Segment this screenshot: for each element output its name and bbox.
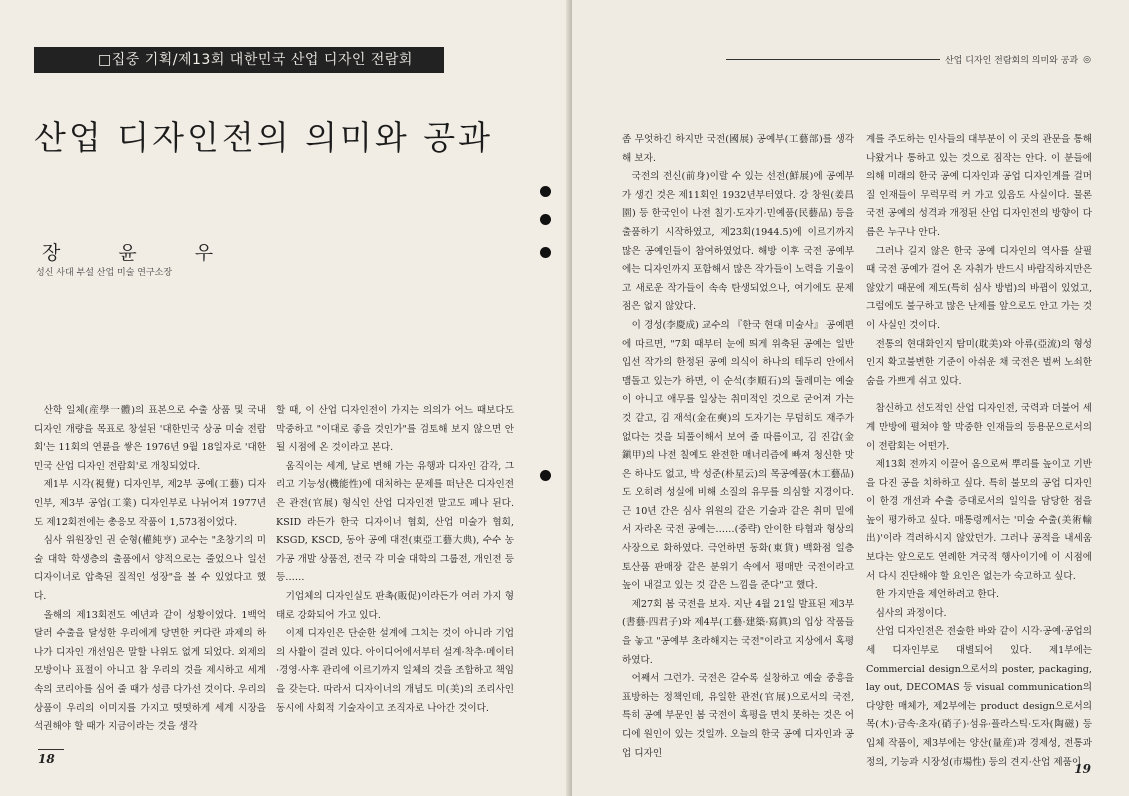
body-column-3 (622, 131, 854, 759)
paragraph: 제1부 시각(視覺) 디자인부, 제2부 공예(工藝) 디자인부, 제3부 공업(工業) 디자인부로 나뉘어져 1977년도 제12회전에는 총응모 작품이 1,573점이었다. (34, 479, 266, 528)
binding-hole (540, 214, 551, 225)
page-number-left: 18 (38, 752, 55, 766)
paragraph: 어째서 그런가. 국전은 갈수록 실창하고 예술 중흥을 표방하는 정책인데, 유일한 관전(官展)으로서의 국전, 특히 공예 부문인 봄 국전이 흑평을 면치 못하는 것은 어디에 원인이 있는 것일까. 오늘의 한국 공예 디자인과 공업 디자인 (622, 673, 854, 759)
paragraph: 참신하고 선도적인 산업 디자인전, 국력과 더불어 세계 만방에 펼쳐야 할 막중한 인재들의 등용문으로서의 이 전람회는 어떤가. (866, 403, 1092, 452)
author-name: 장 윤 우 (42, 242, 240, 264)
page-number-right: 19 (1074, 762, 1091, 776)
paragraph: 제27회 봄 국전을 보자. 지난 4월 21일 발표된 제3부(書藝·四君子)와 제4부(工藝·建築·寫眞)의 입상 작품들을 놓고 "공예부 초라해지는 국전"이라고 지상에서 혹평하였다. (622, 598, 854, 666)
paragraph: 심사 위원장인 권 순형(權純亨) 교수는 "초창기의 미술 대학 학생층의 출품에서 양적으로는 줄었으나 일선 디자이너로 압축된 질적인 성장"을 볼 수 있었다고 했다. (34, 535, 266, 602)
body-column-4 (866, 131, 1092, 768)
paragraph: 올해의 제13회전도 예년과 같이 성황이었다. 1백억 달러 수출을 달성한 우리에게 당면한 커다란 과제의 하나가 디자인 개선임은 말할 나위도 없게 되었다. 외제의 모방이나 표절이 아니고 참 우리의 것을 제시하고 세계 속의 코리아를 심어 줄 때가 성큼 다가선 것이다. 우리의 상품이 우리의 이미지를 가지고 떳떳하게 세계 시장을 석권해야 할 때가 지금이라는 것을 생각 (34, 609, 266, 733)
binding-hole (540, 470, 551, 481)
binding-hole (540, 186, 551, 197)
paragraph: 한 가지만을 제언하려고 한다. (875, 589, 1000, 601)
paragraph: 그러나 길지 않은 한국 공예 디자인의 역사를 살필 때 국전 공예가 걸어 온 자취가 반드시 바람직하지만은 않았기 때문에 제도(특히 심사 방법)의 바뀜이 있었고, 그럼에도 불구하고 많은 난제를 앞으로도 안고 가는 것이 사실인 것이다. (866, 245, 1092, 331)
paragraph: 제13회 전까지 이끌어 옴으로써 뿌리를 높이고 기반을 다진 공을 치하하고 싶다. 특히 불모의 공업 디자인이 한경 개선과 수출 증대로서의 일익을 담당한 점을 높이 평가하고 싶다. 매통령께서는 '미술 수출(美術輸出)'이라 격려하시지 않았던가. 그러나 공적을 내세움보다는 앞으로도 연례한 겨국적 행사이기에 이 시점에서 다시 진단해야 할 요인은 없는가 숙고하고 싶다. (866, 459, 1092, 582)
paragraph: 국전의 전신(前身)이랄 수 있는 선전(鮮展)에 공예부가 생긴 것은 제11회인 1932년부터였다. 강 창원(姜昌園) 등 한국인이 나전 칠기·도자기·민예품(民藝品) 등을 출품하기 시작하였고, 제23회(1944.5)에 이르기까지 많은 공예인들이 참여하였었다. 해방 이후 국전 공예부에는 디자인까지 포함해서 많은 작가들이 노력을 기울이고 새로운 작가들이 속속 탄생되었으나, 여기에도 문제점은 없지 않았다. (622, 171, 854, 313)
ornament-icon: ◎ (1083, 54, 1091, 65)
paragraph: 산업 디자인전은 전술한 바와 같이 시각·공예·공업의 세 디자인부로 대별되어 있다. 제1부에는 Commercial design으로서의 poster, packaging, lay out, DECOMAS 등 visual communication의 다양한 매체가, 제2부에는 product design으로서의 목(木)·금속·초자(硝子)·섬유·플라스틱·도자(陶磁) 등 입체 작품이, 제3부에는 양산(量産)과 경제성, 전통과 정의, 기능과 시장성(市場性) 등의 견지·산업 제품이 (866, 626, 1092, 768)
body-column-2 (276, 402, 514, 752)
paragraph: 이 경성(李慶成) 교수의 『한국 현대 미술사』 공예편에 따르면, "7회 때부터 눈에 띄게 위축된 공예는 일반 입선 작가의 한정된 공예 의식이 하나의 테두리 안에서 맴돌고 있는가 하면, 이 순석(李順石)의 둘레미는 예술이 아니고 애무를 일상는 취미적인 것으로 굳어져 가는 것 같고, 김 재석(金在奭)의 도자기는 무덤히도 재주가 없다는 것을 되풀이해서 보여 줄 따름이고, 김 진갑(金鎭甲)의 나전 칠예도 완전한 매너리즘에 빠져 청신한 맛은 하나도 없고, 박 성준(朴星云)의 목공예품(木工藝品)도 오히려 성실에 비해 소질의 유무를 의심할 지경이다. 근 10년 간은 심사 위원의 같은 기술과 같은 취미 밑에서 자라온 국전 공예는……(중략) 안이한 타협과 형상의 사장으로 화하였다. 극언하면 동화(東貨) 백화점 일층 토산품 판매장 같은 분위기 속에서 평매만 국전이라고 높이 내걸고 있는 것 같은 느낌을 준다"고 했다. (622, 319, 854, 592)
paragraph: 전통의 현대화인지 탐미(耽美)와 아류(亞流)의 형성인지 확고불변한 기준이 아쉬운 채 국전은 벌써 노쇠한 숨을 가쁘게 쉬고 있다. (866, 338, 1092, 387)
paragraph: 이제 디자인은 단순한 설계에 그치는 것이 아니라 기업의 사활이 걸려 있다. 아이디어에서부터 설계·착추·메이터·경영·사후 관리에 이르기까지 일체의 것을 조합하고 책임을 갖는다. 따라서 디자이너의 개념도 미(美)의 조리사인 동시에 사회적 기술자이고 조직자로 나아간 것이다. (276, 628, 514, 714)
running-head (726, 53, 1091, 66)
paragraph: 할 때, 이 산업 디자인전이 가지는 의의가 어느 때보다도 막중하고 "이대로 좋을 것인가"를 검토해 보지 않으면 안 될 시점에 온 것이라고 본다. (276, 405, 514, 454)
paragraph: 계를 주도하는 인사들의 대부분이 이 곳의 관문을 통해 나왔거나 통하고 있는 것으로 짐작는 안다. 이 분들에 의해 미래의 한국 공예 디자인과 공업 디자인계를 걸머질 인재들이 무럭무럭 커 가고 있음도 사실이다. 물론 국전 공예의 성격과 개정된 산업 디자인전의 방향이 다름은 누구나 안다. (866, 134, 1092, 238)
body-column-1 (34, 402, 266, 752)
right-page (572, 0, 1129, 796)
series-banner: □집중 기획/제13회 대한민국 산업 디자인 전람회 (34, 47, 444, 73)
paragraph: 기업체의 디자인실도 판촉(販促)이라든가 여러 가지 형태로 강화되어 가고 있다. (276, 590, 514, 621)
folio-rule (38, 749, 64, 750)
paragraph: 움직이는 세계, 날로 변해 가는 유행과 디자인 감각, 그리고 기능성(機能性)에 대처하는 문제를 떠난은 디자인전은 관전(官展) 형식인 산업 디자인전 말고도 폐나 된다. KSID 라든가 한국 디자이너 협회, 산업 미술가 협회, KSGD, KSCD, 동아 공예 대전(東亞工藝大典), 수수 농가공 개발 상품전, 전국 각 미술 대학의 그룹전, 개인전 등등…… (276, 460, 514, 584)
paragraph: 좀 무엇하긴 하지만 국전(國展) 공예부(工藝部)를 생각해 보자. (622, 134, 854, 164)
paragraph: 심사의 과정이다. (875, 607, 947, 619)
paragraph: 산학 일체(産學一體)의 표본으로 수출 상품 및 국내 디자인 개량을 목표로 창설된 '대한민국 상공 미술 전람회'는 11회의 연륜을 쌓은 1976년 9월 18일자로 '대한민국 산업 디자인 전람회'로 개칭되었다. (34, 405, 266, 472)
running-head-rule (726, 59, 940, 60)
author-affiliation: 성신 사대 부설 산업 미술 연구소장 (36, 268, 173, 278)
article-title: 산업 디자인전의 의미와 공과 (34, 118, 494, 157)
binding-hole (540, 247, 551, 258)
running-head-title: 산업 디자인 전람회의 의미와 공과 (944, 56, 1079, 66)
